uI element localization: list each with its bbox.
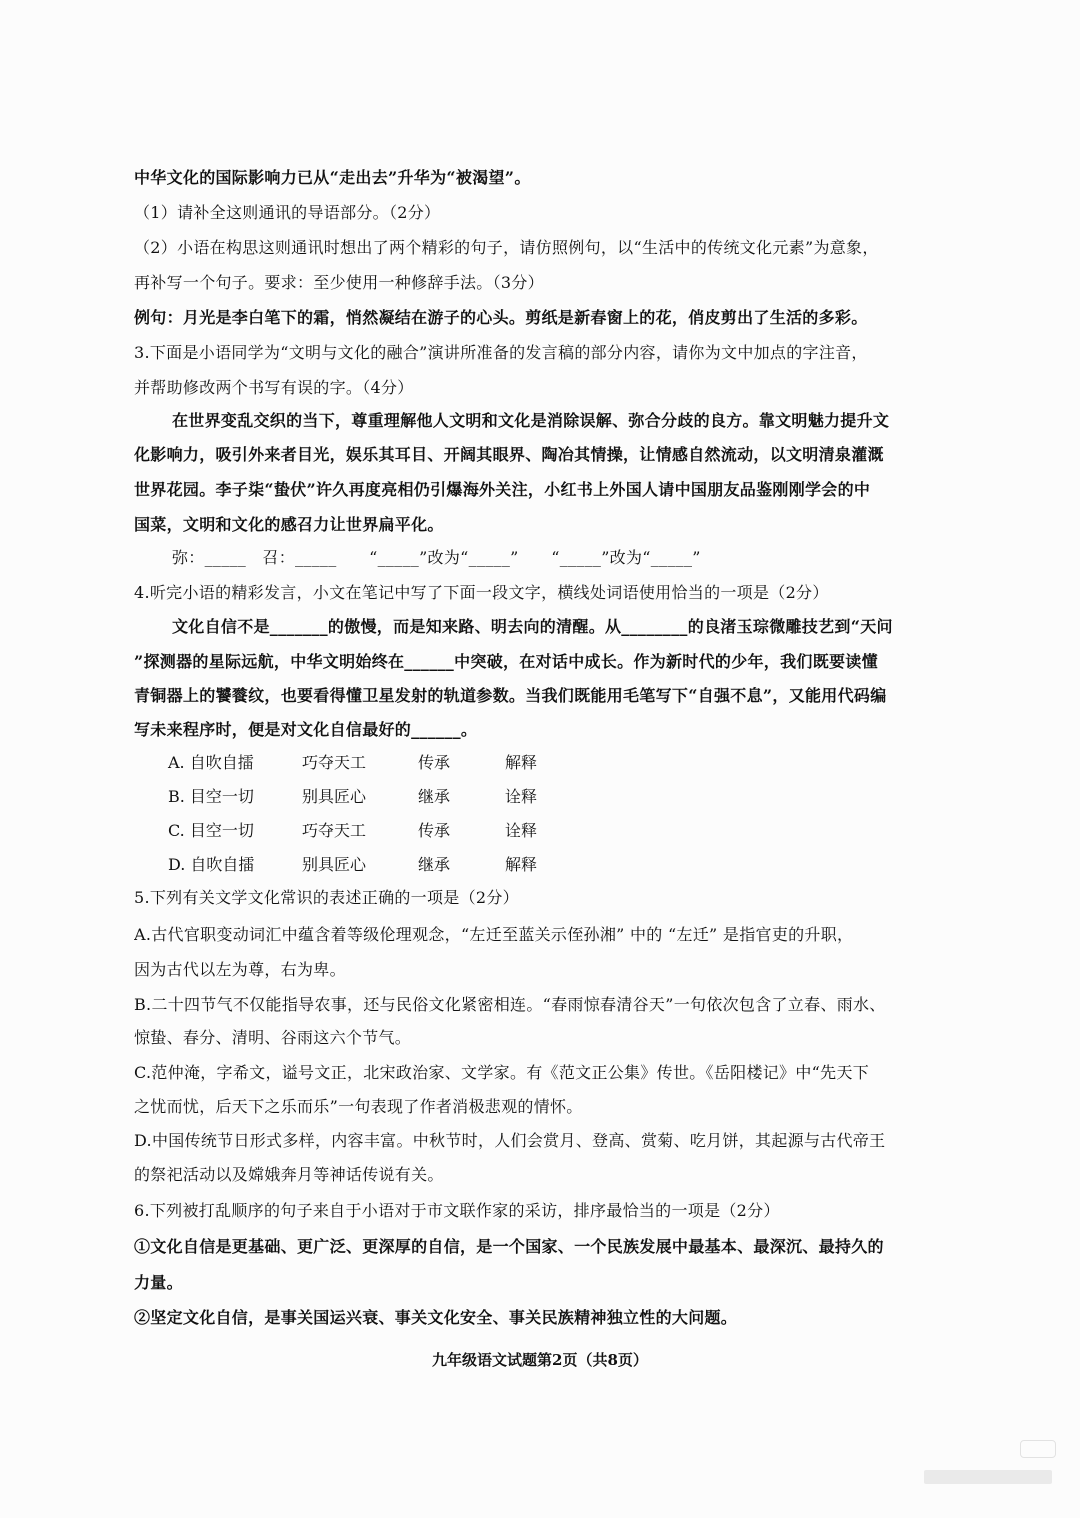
text-line: 之忧而忧，后天下之乐而乐”一句表现了作者消极悲观的情怀。 (134, 1097, 583, 1116)
passage-line: 写未来程序时，便是对文化自信最好的______。 (134, 720, 478, 739)
page-footer: 九年级语文试题第2页（共8页） (432, 1351, 648, 1369)
option-d-word4: 解释 (505, 855, 538, 874)
option-a: A. 自吹自擂 (168, 753, 254, 772)
passage-line: 青铜器上的饕餮纹，也要看得懂卫星发射的轨道参数。当我们既能用毛笔写下“自强不息”，又能用代码编 (134, 686, 887, 705)
option-a-word4: 解释 (505, 753, 538, 772)
text-line: B.二十四节气不仅能指导农事，还与民俗文化紧密相连。“春雨惊春清谷天”一句依次包含了立春、雨水、 (134, 995, 886, 1014)
option-c-word3: 传承 (418, 821, 451, 840)
option-b: B. 目空一切 (168, 787, 254, 806)
text-line: C.范仲淹，字希文，谥号文正，北宋政治家、文学家。有《范文正公集》传世。《岳阳楼记》中“先天下 (134, 1063, 870, 1082)
watermark-strip (924, 1470, 1052, 1484)
option-b-word2: 别具匠心 (302, 787, 367, 806)
passage-line: 在世界变乱交织的当下，尊重理解他人文明和文化是消除误解、弥合分歧的良方。靠文明魅力提升文 (172, 411, 890, 430)
text-line: （2）小语在构思这则通讯时想出了两个精彩的句子，请仿照例句，以“生活中的传统文化元素”为意象， (134, 238, 879, 257)
option-d: D. 自吹自擂 (168, 855, 255, 874)
sentence-1: ①文化自信是更基础、更广泛、更深厚的自信，是一个国家、一个民族发展中最基本、最深沉、最持久的 (134, 1237, 884, 1256)
question-4: 4.听完小语的精彩发言，小文在笔记中写了下面一段文字，横线处词语使用恰当的一项是（2分） (134, 583, 829, 602)
passage-line: 文化自信不是_______的傲慢，而是知来路、明去向的清醒。从________的良渚玉琮微雕技艺到“天问 (172, 617, 893, 636)
text-line: A.古代官职变动词汇中蕴含着等级伦理观念，“左迁至蓝关示侄孙湘” 中的 “左迁” 是指官吏的升职， (134, 925, 854, 944)
question-3: 3.下面是小语同学为“文明与文化的融合”演讲所准备的发言稿的部分内容，请你为文中加点的字注音， (134, 343, 868, 362)
sentence-2: ②坚定文化自信，是事关国运兴衰、事关文化安全、事关民族精神独立性的大问题。 (134, 1308, 738, 1327)
answer-blanks: 弥：_____ 召：_____ “_____”改为“_____” “_____”改为“_____” (172, 548, 701, 567)
passage-line: ”探测器的星际远航，中华文明始终在______中突破，在对话中成长。作为新时代的少年，我们既要读懂 (134, 652, 878, 671)
text-line: 并帮助修改两个书写有误的字。（4分） (134, 378, 414, 397)
text-line: 例句：月光是李白笔下的霜，悄然凝结在游子的心头。剪纸是新春窗上的花，俏皮剪出了生活的多彩。 (134, 308, 868, 327)
option-c-word4: 诠释 (505, 821, 538, 840)
passage-line: 世界花园。李子柒“蛰伏”许久再度亮相仍引爆海外关注，小红书上外国人请中国朋友品鉴刚刚学会的中 (134, 480, 871, 499)
option-c: C. 目空一切 (168, 821, 254, 840)
option-b-word4: 诠释 (505, 787, 538, 806)
text-line: 再补写一个句子。要求：至少使用一种修辞手法。（3分） (134, 273, 544, 292)
text-line: D.中国传统节日形式多样，内容丰富。中秋节时，人们会赏月、登高、赏菊、吃月饼，其起源与古代帝王 (134, 1131, 886, 1150)
text-line: 的祭祀活动以及嫦娥奔月等神话传说有关。 (134, 1165, 444, 1184)
passage-line: 国菜，文明和文化的感召力让世界扁平化。 (134, 515, 444, 534)
sentence-1-cont: 力量。 (134, 1273, 183, 1292)
question-6: 6.下列被打乱顺序的句子来自于小语对于市文联作家的采访，排序最恰当的一项是（2分） (134, 1201, 780, 1220)
option-a-word2: 巧夺天工 (302, 753, 367, 772)
text-line: 因为古代以左为尊，右为卑。 (134, 960, 346, 979)
option-d-word2: 别具匠心 (302, 855, 367, 874)
text-line: 惊蛰、春分、清明、谷雨这六个节气。 (134, 1028, 412, 1047)
option-a-word3: 传承 (418, 753, 451, 772)
text-line: （1）请补全这则通讯的导语部分。（2分） (134, 203, 441, 222)
passage-line: 化影响力，吸引外来者目光，娱乐其耳目、开阔其眼界、陶冶其情操，让情感自然流动，以文明清泉灌溉 (134, 445, 884, 464)
text-line: 中华文化的国际影响力已从“走出去”升华为“被渴望”。 (134, 168, 531, 187)
question-5: 5.下列有关文学文化常识的表述正确的一项是（2分） (134, 888, 519, 907)
option-b-word3: 继承 (418, 787, 451, 806)
watermark-badge (1020, 1440, 1056, 1458)
option-d-word3: 继承 (418, 855, 451, 874)
option-c-word2: 巧夺天工 (302, 821, 367, 840)
